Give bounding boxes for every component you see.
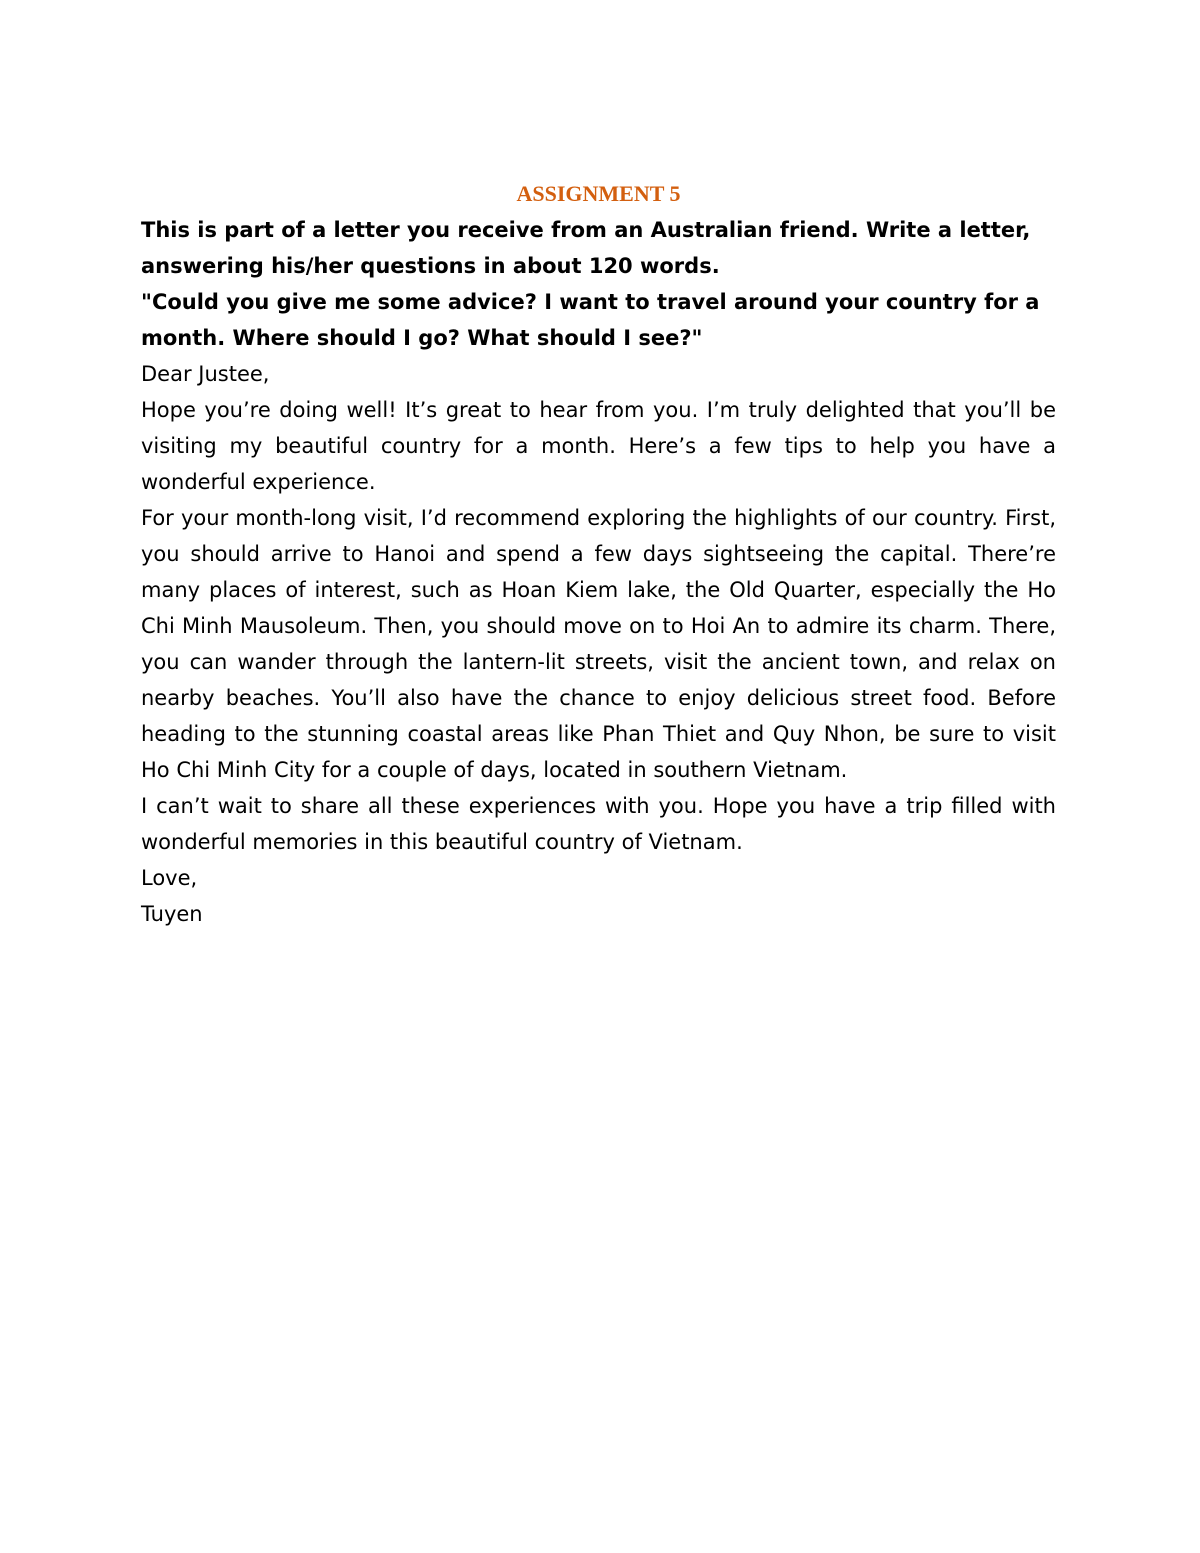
assignment-title: ASSIGNMENT 5 xyxy=(516,181,681,206)
letter-paragraph-intro: Hope you’re doing well! It’s great to hear from you. I’m truly delighted that you’ll be visiting my beautiful country for a month. Here’s a few tips to help you have a wonderful experience. xyxy=(141,398,1056,494)
friend-letter-quote: "Could you give me some advice? I want to travel around your country for a month. Where should I go? What should I see?" xyxy=(141,290,1040,350)
document-body xyxy=(141,176,1056,932)
letter-signature: Tuyen xyxy=(141,902,203,926)
letter-greeting: Dear Justee, xyxy=(141,362,270,386)
letter-paragraph-conclusion: I can’t wait to share all these experiences with you. Hope you have a trip filled with wonderful memories in this beautiful country of Vietnam. xyxy=(141,794,1056,854)
letter-closing: Love, xyxy=(141,866,198,890)
letter-paragraph-itinerary: For your month-long visit, I’d recommend exploring the highlights of our country. First, you should arrive to Hanoi and spend a few days sightseeing the capital. There’re many places of interest, such as Hoan Kiem lake, the Old Quarter, especially the Ho Chi Minh Mausoleum. Then, you should move on to Hoi An to admire its charm. There, you can wander through the lantern-lit streets, visit the ancient town, and relax on nearby beaches. You’ll also have the chance to enjoy delicious street food. Before heading to the stunning coastal areas like Phan Thiet and Quy Nhon, be sure to visit Ho Chi Minh City for a couple of days, located in southern Vietnam. xyxy=(141,506,1056,782)
task-instruction: This is part of a letter you receive from an Australian friend. Write a letter, answering his/her questions in about 120 words. xyxy=(141,218,1031,278)
